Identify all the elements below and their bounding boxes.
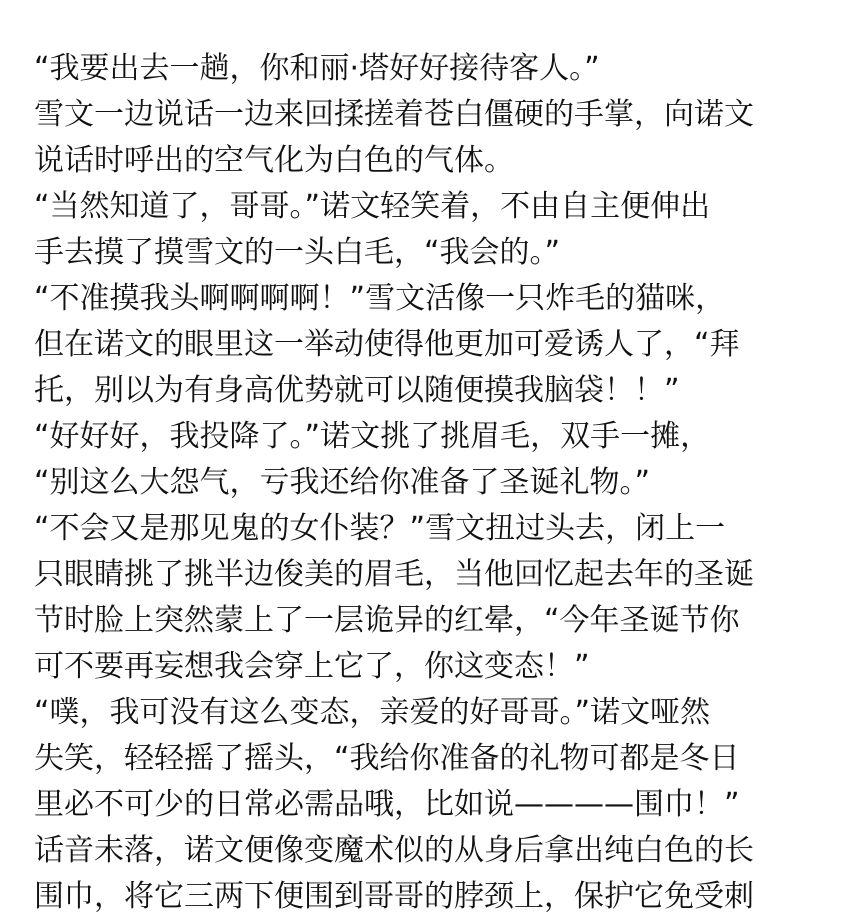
text-line: “当然知道了，哥哥。”诺文轻笑着，不由自主便伸出 [34, 189, 711, 224]
text-line: 但在诺文的眼里这一举动使得他更加可爱诱人了，“拜 [34, 327, 740, 362]
text-line: 节时脸上突然蒙上了一层诡异的红晕，“今年圣诞节你 [34, 603, 740, 638]
text-line: “好好好，我投降了。”诺文挑了挑眉毛，双手一摊， [34, 419, 711, 454]
text-line: 话音未落，诺文便像变魔术似的从身后拿出纯白色的长 [34, 833, 754, 868]
text-line: 托，别以为有身高优势就可以随便摸我脑袋！！” [34, 373, 680, 408]
text-line: 失笑，轻轻摇了摇头，“我给你准备的礼物可都是冬日 [34, 741, 740, 776]
text-line: 里必不可少的日常必需品哦，比如说————围巾！” [34, 787, 740, 822]
text-line: “噗，我可没有这么变态，亲爱的好哥哥。”诺文哑然 [34, 695, 711, 730]
text-line: 只眼睛挑了挑半边俊美的眉毛，当他回忆起去年的圣诞 [34, 557, 754, 592]
story-text [34, 46, 834, 920]
text-line: “我要出去一趟，你和丽·塔好好接待客人。” [34, 51, 600, 86]
text-line: “别这么大怨气，亏我还给你准备了圣诞礼物。” [34, 465, 651, 500]
text-line: 说话时呼出的空气化为白色的气体。 [34, 143, 514, 178]
text-line: 可不要再妄想我会穿上它了，你这变态！” [34, 649, 590, 684]
text-line: 手去摸了摸雪文的一头白毛，“我会的。” [34, 235, 561, 270]
text-line: 围巾，将它三两下便围到哥哥的脖颈上，保护它免受刺 [34, 879, 754, 914]
text-line: 雪文一边说话一边来回揉搓着苍白僵硬的手掌，向诺文 [34, 97, 754, 132]
text-line: “不准摸我头啊啊啊啊！”雪文活像一只炸毛的猫咪， [34, 281, 726, 316]
text-line: “不会又是那见鬼的女仆装？”雪文扭过头去，闭上一 [34, 511, 726, 546]
